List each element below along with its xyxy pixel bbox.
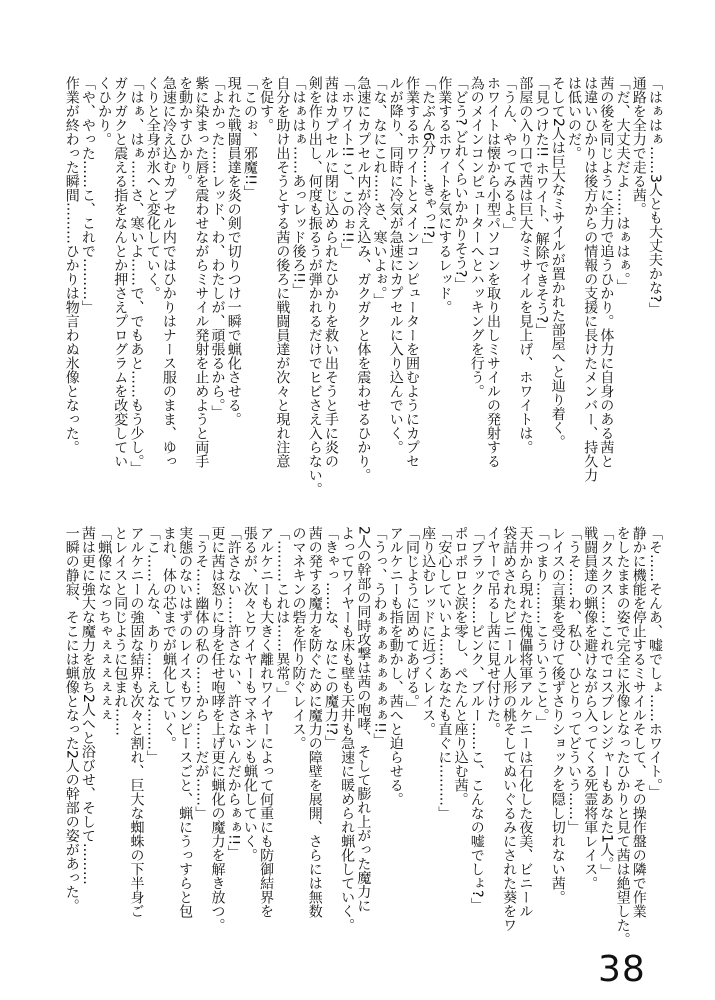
text-line: 静かに機能を停止するミサイルそして、その操作盤の隣で作業 (630, 526, 647, 918)
text-line: のマネキンの砦を作り防ぐレイス。 (290, 526, 307, 750)
story-text-bottom-block (63, 526, 663, 946)
text-line: を動かすひかり。 (177, 76, 194, 188)
text-line: ホワイトは懐から小型パソコンを取り出しミサイルの発射する (484, 76, 501, 468)
text-line: 作業するホワイトとメインコンピューターを囲むようにカプセ (403, 76, 420, 468)
text-line: 「どう? どれくらいかかりそう?」 (452, 76, 469, 292)
text-line: 「同じように固めてあげる。」 (403, 526, 420, 715)
text-line: ポロポロと涙を零し、ぺたんと座り込む茜。 (452, 526, 469, 806)
text-line: 「や、やった……こ、これで………」 (79, 76, 96, 314)
text-line: 「許さない……許さない、許さないんだからぁぁ!!」 (225, 526, 242, 860)
text-line: 張るが、次々とワイヤーもマネキンも蝋化していく。 (241, 526, 258, 862)
text-line: 「こ……んな、あり……えな………」 (144, 526, 161, 764)
text-line: 袋詰めされたビニール人形の桃そしてぬいぐるみにされた葵をワ (501, 526, 518, 932)
text-line: 「蝋像になっちゃぇぇぇぇぇぇ (96, 526, 113, 722)
text-line: 天井から現れた傀儡将軍アルケニーは石化した夜美、ビニール (517, 526, 534, 918)
text-line: 「クスクス……これでコスプレンジャーもあなた1人。」 (598, 526, 615, 878)
text-line: 「はぁはぁ……3人とも大丈夫かな?」 (647, 76, 663, 317)
text-line: 実態のないはずのレイスもワンピースごと、蝋にうっすらと包 (177, 526, 194, 918)
text-line: 「このぉ、邪魔!!」 (241, 76, 258, 200)
text-line: 座り込むレッドに近づくレイス。 (420, 526, 437, 736)
text-line: 「そ……そんあ、嘘でしょ……ホワイト。」 (647, 526, 663, 799)
text-line: まれ、体の芯までが蝋化していく。 (160, 526, 177, 750)
text-line: くひかり。 (96, 76, 113, 146)
text-line: 「見つけた!! ホワイト、解除できそう?」 (533, 76, 550, 338)
text-line: 「ホワイト!! こ、このぉ!!」 (339, 76, 356, 257)
text-line: 剣を作り出し、何度も振るうが弾かれるだけでヒビさえ入らない。 (306, 76, 323, 496)
text-line: 自分を助け出そうとする茜の後ろに戦闘員達が次々と現れ注意 (274, 76, 291, 468)
text-line: は違いひかりは後方からの情報の支援に長けたメンバー、持久力 (582, 76, 599, 482)
text-line: アルケニーも大きく離れワイヤーによって何重にも防御結界を (258, 526, 275, 918)
text-line: 部屋の入り口で茜は巨大なミサイルを見上げ、ホワイトは。 (517, 76, 534, 454)
text-line: 2人の幹部の同時攻撃は茜の咆哮、そして膨れ上がった魔力に (355, 526, 372, 913)
text-line: 「ブラック……ピンク、ブルー……こ、こんなの嘘でしょ?」 (468, 526, 485, 912)
text-line: 「きゃっ……な、なにこの魔力!?」 (322, 526, 339, 750)
text-line: アルケニーも指を動かし、茜へと迫らせる。 (387, 526, 404, 806)
text-line: 作業するホワイトを気にするレッド。 (436, 76, 453, 314)
text-line: 「つまり………こういうこと。」 (533, 526, 550, 729)
text-line: 「な、なにこれ……さ、寒いよぉ。」 (371, 76, 388, 307)
text-line: 「はぁはぁ……あっレッド後ろ!!」 (290, 76, 307, 298)
text-line: 急速に冷え込むカプセル内ではひかりはナース服のまま、ゆっ (160, 76, 177, 468)
text-line: 現れた戦闘員達を炎の剣で切りつけ一瞬で蝋化させる。 (225, 76, 242, 426)
text-line: 通路を全力で走る茜。 (630, 76, 647, 216)
text-line: 「だ、大丈夫だよ……はぁはぁ。」 (614, 76, 631, 293)
text-line: 「うそ……幽体の私の……から……だが……」 (193, 526, 210, 820)
text-line: は低いのだ。 (565, 76, 582, 160)
story-text-top-block (63, 76, 663, 506)
text-line: 「うん、やってみるよ。」 (501, 76, 518, 237)
text-line: 茜の発する魔力を防ぐために魔力の障壁を展開、さらには無数 (306, 526, 323, 918)
text-line: そして2人は巨大なミサイルが置かれた部屋へと辿り着く。 (549, 76, 566, 449)
text-line: とレイスと同じように包まれ…… (112, 526, 129, 736)
text-line: 一瞬の静寂、そこには蝋像となった2人の幹部の姿があった。 (63, 526, 80, 913)
text-line: 「………これは……異常。」 (274, 526, 291, 701)
text-line: 更に茜は怒りに身を任せ咆哮を上げ更に蝋化の魔力を解き放つ。 (209, 526, 226, 932)
text-line: 作業が終わった瞬間………ひかりは物言わぬ氷像となった。 (63, 76, 80, 454)
text-line: くりと全身が氷へと変化していく。 (144, 76, 161, 300)
text-line: イヤーで吊るし茜に見せ付けた。 (484, 526, 501, 736)
text-line: をしたままの姿で完全に氷像となったひかりと見て茜は絶望した。 (614, 526, 631, 946)
text-line: 「よかった……レッド、わ、わたしが、頑張るから。」 (209, 76, 226, 419)
text-line: 紫に染まった唇を震わせながらミサイル発射を止めようと両手 (193, 76, 210, 468)
text-line: 「たぶん6分……きゃっ!?」 (420, 76, 437, 252)
text-line: 「はぁ、はぁ……さ、寒いよ……で、でもあと……もう少し。」 (128, 76, 145, 475)
text-line: 為のメインコンピューターへとハッキングを行う。 (468, 76, 485, 398)
text-line: ガクガクと震える指をなんとか押さえプログラムを改変してい (112, 76, 129, 468)
text-line: 茜の後を同じように全力で追うひかり。体力に自身のある茜と (598, 76, 615, 468)
text-line: 「うそ……わ、私ひ、ひとりってどういう……」 (565, 526, 582, 834)
page-number: 38 (598, 949, 646, 990)
text-line: 茜はカプセルに閉じ込められたひかりを救い出そうと手に炎の (322, 76, 339, 468)
text-line: 急速にカプセル内が冷え込み、ガクガクと体を震わせるひかり。 (355, 76, 372, 482)
text-line: レイスの言葉を受けて後ずさりショックを隠し切れない茜。 (549, 526, 566, 904)
text-line: 「安心していいよ……あなたも直ぐに………」 (436, 526, 453, 820)
text-line: 茜は更に強大な魔力を放ち2人へと浴びせ、そして……… (79, 526, 96, 885)
text-line: よってワイヤーも床も壁も天井も急速に暖められ蝋化していく。 (339, 526, 356, 932)
text-line: ルが降り、同時に冷気が急速にカプセルに入り込んでいく。 (387, 76, 404, 454)
text-line: を促す。 (258, 76, 275, 132)
text-line: アルケニーの強固な結界も次々と割れ、巨大な蜘蛛の下半身ご (128, 526, 145, 918)
text-line: 戦闘員達の蝋像を避けながら入ってくる死霊将軍レイス。 (582, 526, 599, 890)
text-line: 「うっ、うわぁぁぁぁぁぁぁぁ!!」 (371, 526, 388, 748)
